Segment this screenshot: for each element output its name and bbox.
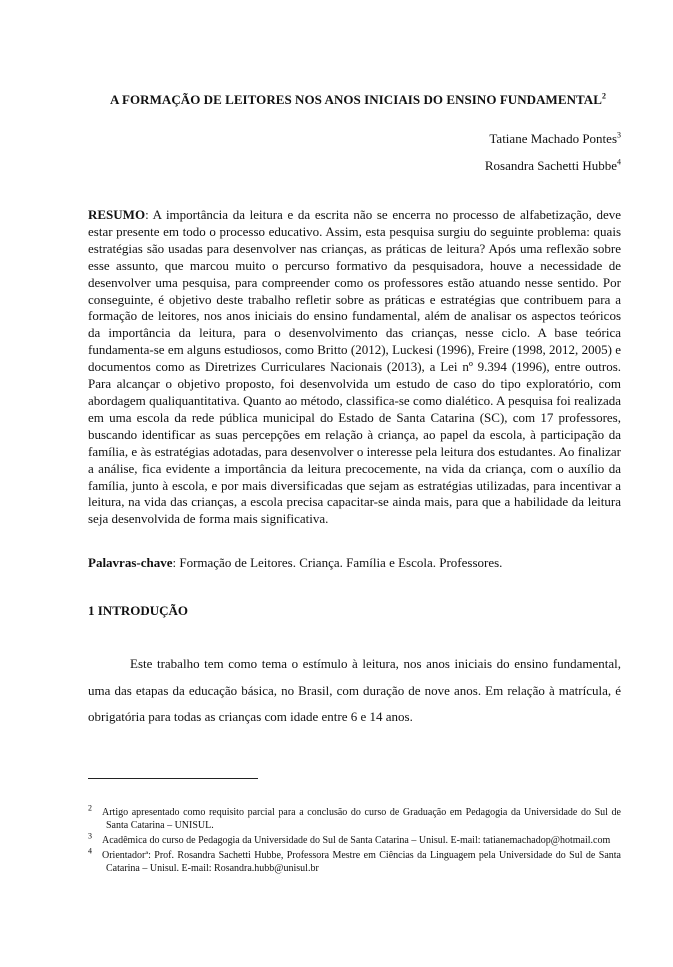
paper-title-text: A FORMAÇÃO DE LEITORES NOS ANOS INICIAIS DO ENSINO FUNDAMENTAL — [109, 92, 602, 107]
abstract-label: RESUMO — [88, 207, 146, 222]
abstract — [88, 207, 621, 528]
author-2-footnote-mark: 4 — [617, 157, 621, 167]
footnote-4-number: 4 — [88, 846, 92, 856]
footnote-4-text: Orientadorª: Prof. Rosandra Sachetti Hubbe, Professora Mestre em Ciências da Linguagem pela Universidade do Sul de Santa Catarina – Unisul. E-mail: Rosandra.hubb@unisul.br — [102, 850, 621, 874]
footnote-separator — [88, 778, 258, 779]
footnote-3-number: 3 — [88, 831, 92, 841]
paper-title — [88, 92, 628, 108]
footnote-2-number: 2 — [88, 803, 92, 813]
author-2 — [485, 158, 621, 174]
introduction-paragraph: Este trabalho tem como tema o estímulo à leitura, nos anos iniciais do ensino fundamental, uma das etapas da educação básica, no Brasil, com duração de nove anos. Em relação à matrícula, é obrigatória para todas as crianças com idade entre 6 e 14 anos. — [88, 656, 621, 724]
abstract-text: : A importância da leitura e da escrita não se encerra no processo de alfabetização, deve estar presente em todo o processo educativo. Assim, esta pesquisa surgiu do seguinte problema: quais estratégias são usadas para desenvolver nas crianças, as práticas de leitura? Após uma reflexão sobre esse assunto, que marcou muito o percurso formativo da pesquisadora, houve a necessidade de desenvolver uma pesquisa, para compreender como os professores estão atuando nesse sentido. Por conseguinte, é objetivo deste trabalho refletir sobre as práticas e estratégias que contribuem para a formação de leitores, nos anos iniciais do ensino fundamental, além de analisar os aspectos teóricos da importância da leitura, para o desenvolvimento das crianças, nesse ciclo. A base teórica fundamenta-se em alguns estudiosos, como Britto (2012), Luckesi (1996), Freire (1998, 2012, 2005) e documentos como as Diretrizes Curriculares Nacionais (2013), a Lei nº 9.394 (1996), entre outros. Para alcançar o objetivo proposto, foi desenvolvida um estudo de caso do tipo exploratório, com abordagem qualiquantitativa. Quanto ao método, classifica-se como dialético. A pesquisa foi realizada em uma escola da rede pública municipal do Estado de Santa Catarina (SC), com 17 professores, buscando identificar as suas percepções em relação à criança, ao papel da escola, à participação da família, e às estratégias adotadas, para desenvolver o interesse pela leitura dos estudantes. Ao finalizar a análise, fica evidente a importância da leitura precocemente, na vida da criança, com o auxílio da família, junto à escola, e por mais diversificadas que sejam as estratégias utilizadas, para incentivar a leitura, na vida das crianças, a escola precisa capacitar-se ainda mais, para que a habilidade da leitura seja desenvolvida de forma mais significativa. — [88, 207, 621, 527]
author-2-name: Rosandra Sachetti Hubbe — [484, 158, 617, 173]
footnote-3 — [88, 831, 621, 847]
section-heading-introduction: 1 INTRODUÇÃO — [88, 603, 189, 618]
keywords — [88, 555, 621, 571]
footnotes — [88, 803, 621, 877]
author-1 — [489, 131, 621, 147]
author-1-name: Tatiane Machado Pontes — [489, 131, 617, 146]
keywords-label: Palavras-chave — [88, 555, 173, 570]
footnote-2 — [88, 803, 621, 832]
footnote-2-text: Artigo apresentado como requisito parcial para a conclusão do curso de Graduação em Pedagogia da Universidade do Sul de Santa Catarina – UNISUL. — [102, 807, 621, 831]
title-footnote-mark: 2 — [601, 91, 607, 101]
footnote-4 — [88, 846, 621, 875]
keywords-text: : Formação de Leitores. Criança. Família e Escola. Professores. — [172, 555, 503, 570]
footnote-3-text: Acadêmica do curso de Pedagogia da Universidade do Sul de Santa Catarina – Unisul. E-mail: tatianemachadop@hotmail.com — [102, 835, 611, 846]
author-1-footnote-mark: 3 — [617, 130, 621, 140]
